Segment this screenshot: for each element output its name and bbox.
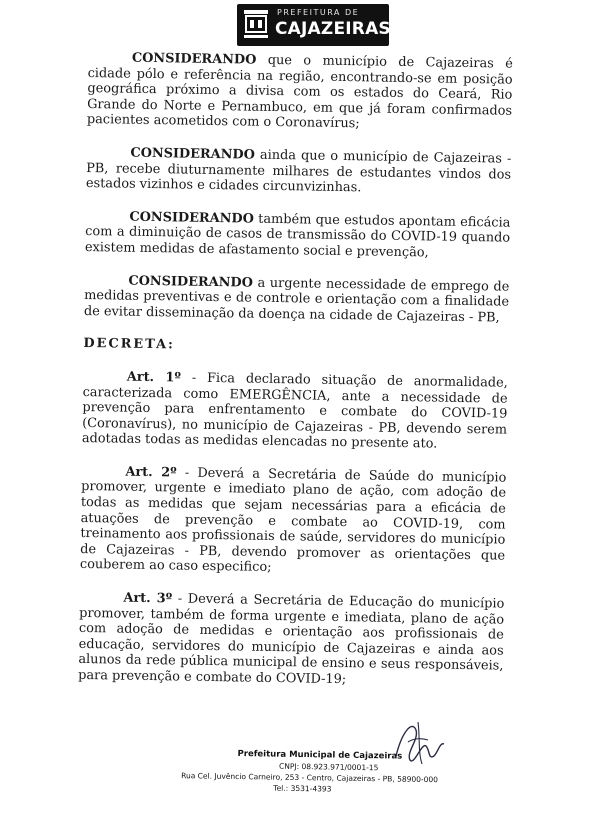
footer-phone: Tel.: 3531-4393 [273, 783, 332, 794]
article-1 [82, 369, 508, 454]
paragraph-considerando-4 [84, 273, 510, 326]
article-text: - Deverá a Secretária de Saúde do município promover, urgente e imediato plano de ação, com adoção de todas as medidas que sejam necessárias para a eficácia de atuações de prevenção e combate ao COVID-19, com treinamento aos profissionais de saúde, servidores do município de Cajazeiras - PB, devendo promover as orientações que couberem ao caso especifico; [79, 465, 507, 576]
para-text: ainda que o município de Cajazeiras - PB, recebe diuturnamente milhares de estudantes vindos dos estados vizinhos e cidades circunvizinhas. [85, 147, 512, 196]
article-lead: Art. 2º [125, 464, 177, 481]
paragraph-considerando-3 [85, 209, 511, 262]
paragraph-considerando-2 [86, 145, 512, 198]
city-crest-icon [241, 7, 271, 43]
logo-subtitle: PREFEITURA DE [277, 8, 360, 17]
article-text: - Fica declarado situação de anormalidade, caracterizada como EMERGÊNCIA, ante a necessidade de prevenção para enfrentamento e combate do COVID-19 (Coronavírus), no município de Cajazeiras - PB, devendo serem adotadas todas as medidas elencadas no presente ato. [81, 370, 508, 452]
footer-address: Rua Cel. Juvêncio Carneiro, 253 - Centro, Cajazeiras - PB, 58900-000 [181, 771, 439, 785]
para-text: que o município de Cajazeiras é cidade pólo e referência na região, encontrando-se em posição geográfica próximo a divisa com os estados do Ceará, Rio Grande do Norte e Pernambuco, em que já foram confirmados pacientes acometidos com o Coronavírus; [86, 52, 513, 132]
decree-body [78, 50, 513, 707]
para-lead: CONSIDERANDO [129, 209, 255, 227]
para-lead: CONSIDERANDO [128, 273, 254, 291]
logo-title: CAJAZEIRAS [275, 19, 391, 39]
article-lead: Art. 1º [126, 369, 181, 386]
para-text: a urgente necessidade de emprego de medidas preventivas e de controle e orientação com a finalidade de evitar disseminação da doença na cidade de Cajazeiras - PB, [83, 275, 510, 326]
footer-cnpj: CNPJ: 08.923.971/0001-15 [279, 761, 379, 773]
footer-org-name: Prefeitura Municipal de Cajazeiras [237, 749, 403, 762]
para-text: também que estudos apontam eficácia com a diminuição de casos de transmissão do COVID-19 quando existem medidas de afastamento social e prevenção, [84, 211, 511, 261]
prefeitura-logo [237, 4, 389, 46]
article-lead: Art. 3º [123, 590, 173, 607]
document-footer [0, 745, 600, 797]
para-lead: CONSIDERANDO [131, 50, 257, 68]
decreta-heading: DECRETA: [83, 336, 175, 353]
paragraph-considerando-1 [87, 50, 513, 135]
para-lead: CONSIDERANDO [130, 145, 256, 163]
article-text: - Deverá a Secretária de Educação do município promover, também de forma urgente e imediata, plano de ação com adoção de medidas e orientação aos profissionais de educação, servidores do município de Cajazeiras e ainda aos alunos da rede pública municipal de ensino e seus responsáveis, para prevenção e combate do COVID-19; [78, 591, 505, 688]
article-2 [80, 464, 507, 580]
article-3 [78, 590, 504, 690]
